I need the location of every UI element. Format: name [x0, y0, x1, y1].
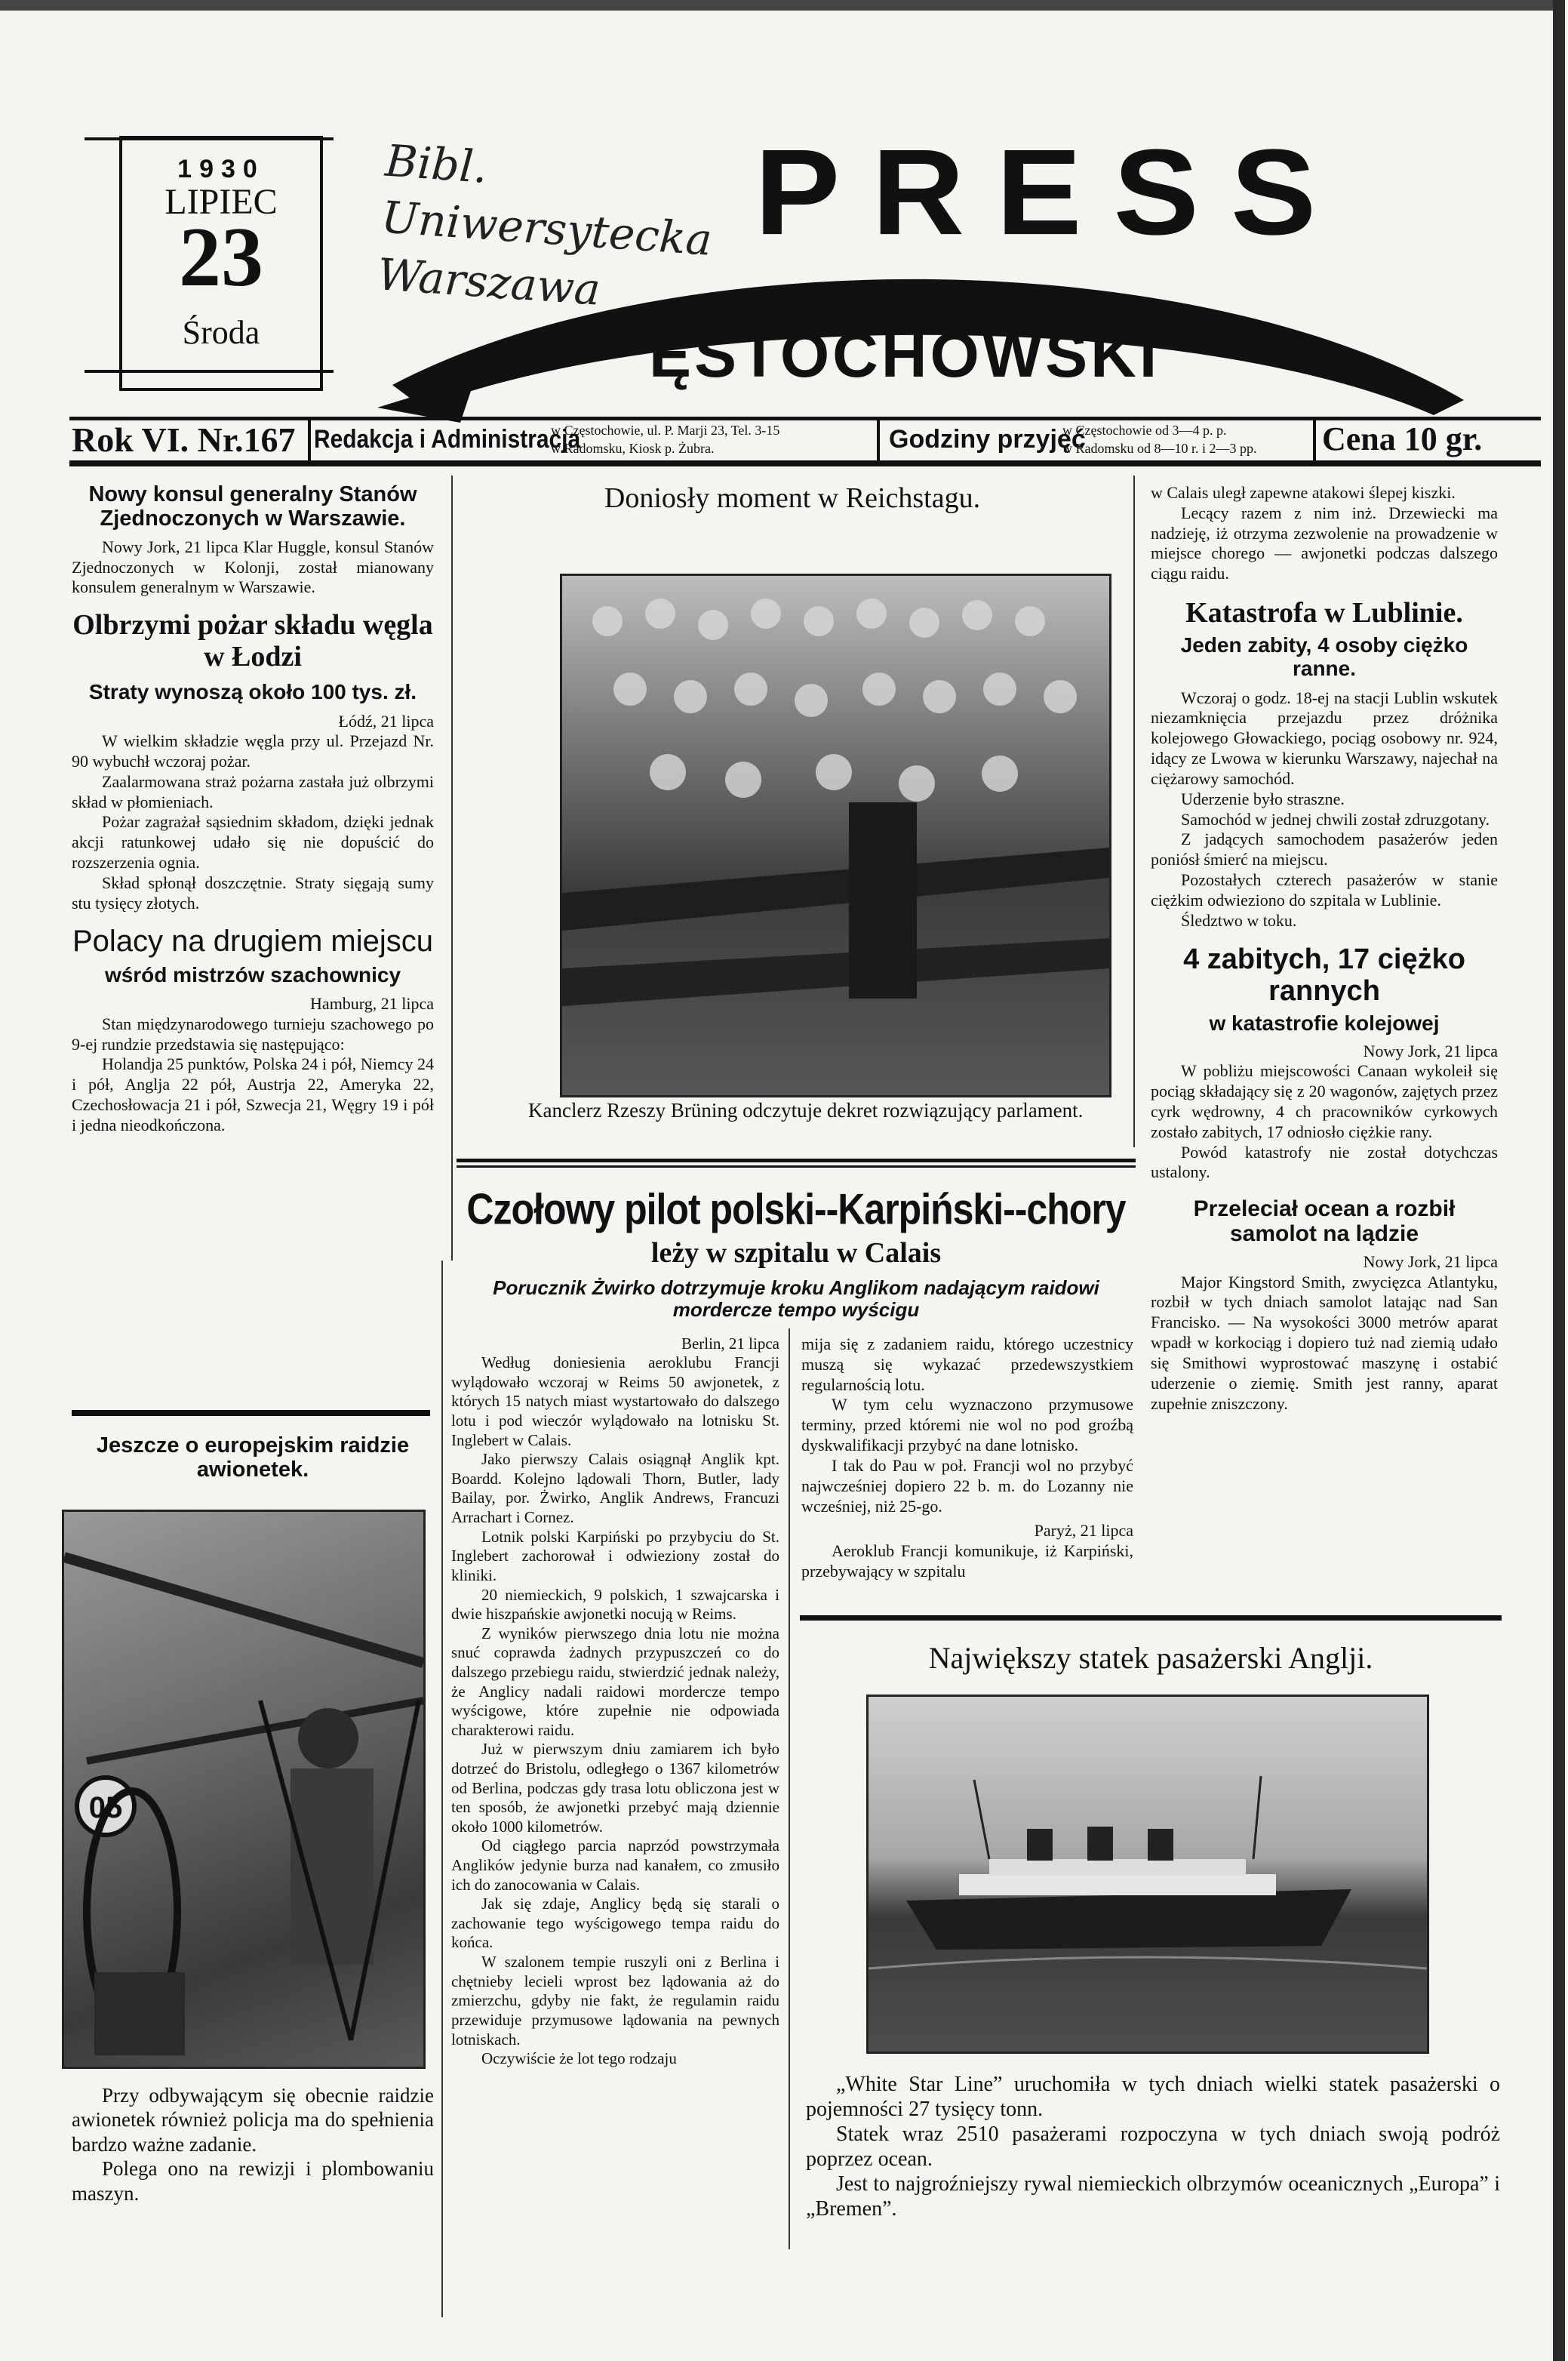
a4-title: Jeszcze o europejskim raidzie awionetek.: [96, 1433, 410, 1482]
ship-text: [806, 2072, 1500, 2221]
karp-p4: 20 niemieckich, 9 polskich, 1 szwajcarska i dwie hiszpańskie awjonetki nocują w Reims.: [451, 1585, 779, 1624]
address-2: w Radomsku, Kiosk p. Żubra.: [551, 441, 715, 456]
hours-2: w Radomsku od 8—10 r. i 2—3 pp.: [1062, 441, 1257, 456]
b3-p1: Major Kingstord Smith, zwycięzca Atlantyku, rozbił w tych dniach samolot latając nad San Francisko. — Na wysokości 3000 metrów aparat wpadł w korkociąg i dopiero tuż nad ziemią udało się Smithowi wyprostować maszynę i ostabić uderzenie o ziemię. Smith jest ranny, aparat zupełnie zniszczony.: [1151, 1272, 1498, 1413]
karp-title: Czołowy pilot polski--Karpiński--chory: [466, 1184, 1126, 1234]
karp-q-dateline: Paryż, 21 lipca: [1034, 1521, 1133, 1541]
a2-p2: Zaalarmowana straż pożarna zastała już olbrzymi skład w płomieniach.: [72, 771, 434, 811]
a2-subtitle: Straty wynoszą około 100 tys. zł.: [88, 679, 417, 703]
infobar-rule-bottom: [69, 460, 1541, 466]
b3-dateline: Nowy Jork, 21 lipca: [1363, 1252, 1498, 1272]
masthead-title: PRESS: [755, 124, 1348, 261]
svg-text:05: 05: [88, 1791, 123, 1824]
karp-p1: Według doniesienia aeroklubu Francji wylądowało wczoraj w Reims 50 awjonetek, z których 15 natych miast wystartowało do dalszego lotu i pod wieczór wylądowało na lotnisku St. Inglebert w Calais.: [451, 1353, 779, 1449]
date-month: LIPIEC: [164, 182, 278, 222]
issue-number: Rok VI. Nr.167: [72, 420, 296, 459]
karp-p8: Jak się zdaje, Anglicy będą się starali o zachowanie tego wyścigowego tempa raidu do końca.: [451, 1895, 779, 1952]
b1-p6: Śledztwo w toku.: [1181, 910, 1297, 930]
reichstag-title: Doniosły moment w Reichstagu.: [604, 482, 981, 514]
column-1-lower: [72, 1434, 434, 1482]
ship-photo: [866, 1695, 1429, 2054]
karp-p9: W szalonem tempie ruszyli oni z Berlina i chętnieby lecieli wprost bez lądowania aż do zmierzchu, gdyby nie fakt, że regulamin raidu przewiduje przymusowe lądowania na pewnych lotniskach.: [451, 1953, 779, 2049]
karp-sub2: Porucznik Żwirko dotrzymuje kroku Anglikom nadającym raidowi mordercze tempo wyścigu: [493, 1276, 1099, 1321]
a1-title: Nowy konsul generalny Stanów Zjednoczonych w Warszawie.: [88, 482, 417, 531]
right-border: [1553, 0, 1565, 2361]
a2-title: Olbrzymi pożar składu węgla w Łodzi: [72, 609, 433, 673]
karp-p5: Z wyników pierwszego dnia lotu nie można snuć coprawda żadnych przypuszczeń co do dalszego przebiegu raidu, stwierdzić jednak należy, że Anglicy nadali raidowi mordercze tempo wyścigowe, które zupełnie nie odpowiada charakterowi raidu.: [451, 1624, 779, 1739]
b1-title: Katastrofa w Lublinie.: [1185, 597, 1463, 629]
karp-p7: Od ciągłego parcia naprzód powstrzymała Anglików jedynie burza nad kanałem, co zmusiło ich do zanocowania w Calais.: [451, 1836, 779, 1894]
infobar-sep-1: [308, 420, 311, 460]
redakcja-label: Redakcja i Administracja: [314, 425, 581, 454]
date-year: 1930: [177, 155, 265, 183]
center-rule-2: [457, 1165, 1136, 1168]
col1-separator: [72, 1410, 430, 1416]
reichstag-caption: Kanclerz Rzeszy Brüning odczytuje dekret rozwiązujący parlament.: [528, 1099, 1084, 1122]
karp-p2: Jako pierwszy Calais osiągnął Anglik kpt. Boardd. Kolejno lądowali Thorn, Butler, lady Bailay, por. Żwirko, Anglik Andrews, Francuzi Arrachart i Cornez.: [451, 1450, 779, 1527]
karp-q2: W tym celu wyznaczono przymusowe terminy, przed któremi nie wol no pod groźbą dyskwalifikacji przybyć na dane lotnisko.: [801, 1395, 1133, 1455]
col-divider-left: [451, 476, 453, 1261]
karp-sub1: leży w szpitalu w Calais: [650, 1237, 942, 1269]
center-rule-1: [457, 1159, 1136, 1162]
ship-photo-sketch: [869, 1697, 1427, 2052]
column-1: [72, 483, 434, 1136]
karp-q3: I tak do Pau w poł. Francji wol no przybyć najwcześniej dopiero 22 b. m. do Lozanny nie wcześniej, niż 25-go.: [801, 1455, 1133, 1516]
ship-p1: „White Star Line” uruchomiła w tych dniach wielki statek pasażerski o pojemności 27 tysięcy tonn.: [806, 2073, 1500, 2122]
infobar-sep-3: [1313, 420, 1316, 460]
a2-dateline: Łódź, 21 lipca: [338, 711, 434, 731]
a3-p2: Holandja 25 punktów, Polska 24 i pół, Niemcy 24 i pół, Anglja 22 pół, Austrja 22, Ameryka 22, Czechosłowacja 21 i pół, Szwecja 21, Węgry 19 i pół i jedna nieodkończona.: [72, 1054, 434, 1134]
col3-separator: [800, 1615, 1502, 1621]
col-divider-bottom-left: [441, 1261, 443, 2317]
ship-p3: Jest to najgroźniejszy rywal niemieckich olbrzymów oceanicznych „Europa” i „Bremen”.: [806, 2172, 1500, 2221]
b2-subtitle: w katastrofie kolejowej: [1209, 1011, 1440, 1036]
c-p1: w Calais uległ zapewne atakowi ślepej kiszki.: [1151, 483, 1456, 502]
b1-p5: Pozostałych czterech pasażerów w stanie ciężkim odwieziono do szpitala w Lublinie.: [1151, 870, 1498, 910]
b1-p3: Samochód w jednej chwili został zdruzgotany.: [1181, 809, 1490, 829]
handwritten-note: Bibl. Uniwersytecka Warszawa: [375, 134, 714, 316]
karp-q4: Aeroklub Francji komunikuje, iż Karpiński, przebywający w szpitalu: [801, 1541, 1133, 1581]
b1-p1: Wczoraj o godz. 18-ej na stacji Lublin wskutek niezamknięcia przejazdu przez dróżnika kolejowego Głowackiego, pociąg osobowy nr. 924, idący ze Lwowa w kierunku Warszawy, najechał na ciężarowy samochód.: [1151, 688, 1498, 788]
karp-col-b: [801, 1334, 1133, 1582]
aviation-photo-sketch: [64, 1512, 423, 2067]
price: Cena 10 gr.: [1322, 420, 1483, 457]
ship-p2: Statek wraz 2510 pasażerami rozpoczyna w tych dniach swoją podróż poprzez ocean.: [806, 2122, 1500, 2172]
c-p2: Lecący razem z nim inż. Drzewiecki ma nadzieję, iż otrzyma zezwolenie na prowadzenie w miejsce chorego — awjonetki podczas dalszego ciągu raidu.: [1151, 503, 1498, 583]
b2-dateline: Nowy Jork, 21 lipca: [1363, 1041, 1498, 1060]
hours-label: Godziny przyjęć: [889, 425, 1086, 454]
date-box-rule-bottom: [85, 370, 334, 373]
col-divider-karp: [789, 1328, 790, 2249]
reichstag-photo-sketch: [562, 576, 1109, 1095]
karp-q1: mija się z zadaniem raidu, którego uczestnicy muszą się wykazać przedewszystkiem regularnością lotu.: [801, 1334, 1133, 1394]
a1-body: Nowy Jork, 21 lipca Klar Huggle, konsul Stanów Zjednoczonych w Kolonji, został mianowany konsulem generalnym w Warszawie.: [72, 537, 434, 597]
date-box-rule-top: [85, 137, 334, 140]
date-day: 23: [179, 211, 263, 304]
a2-p4: Skład spłonął doszczętnie. Straty sięgają sumy stu tysięcy złotych.: [72, 873, 434, 913]
karp-col-a: [451, 1334, 779, 2069]
karp-p10: Oczywiście że lot tego rodzaju: [481, 2049, 677, 2068]
date-weekday: Środa: [182, 314, 260, 351]
b1-p4: Z jadących samochodem pasażerów jeden poniósł śmierć na miejscu.: [1151, 830, 1498, 870]
a3-title: Polacy na drugiem miejscu: [72, 924, 433, 958]
a2-p3: Pożar zagrażał sąsiednim składom, dzięki jednak akcji ratunkowej udało się nie dopuścić do rozszerzenia ognia.: [72, 812, 434, 873]
reichstag-photo: [560, 574, 1111, 1097]
aviation-photo: [62, 1510, 426, 2069]
b2-p2: Powód katastrofy nie został dotychczas ustalony.: [1151, 1142, 1498, 1182]
b2-title: 4 zabitych, 17 ciężko rannych: [1183, 943, 1465, 1008]
a4-p2: Polega ono na rewizji i plombowaniu maszyn.: [72, 2157, 434, 2205]
hours-1: w Częstochowie od 3—4 p. p.: [1062, 423, 1227, 438]
a2-p1: W wielkim składzie węgla przy ul. Przejazd Nr. 90 wybuchł wczoraj pożar.: [72, 731, 434, 771]
ship-title: Największy statek pasażerski Anglji.: [928, 1641, 1373, 1675]
column-3: [1151, 483, 1498, 1414]
a4-p1: Przy odbywającym się obecnie raidzie awionetek również policja ma do spełnienia bardzo ważne zadanie.: [72, 2084, 434, 2156]
a3-subtitle: wśród mistrzów szachownicy: [104, 962, 401, 987]
a3-dateline: Hamburg, 21 lipca: [310, 994, 434, 1014]
infobar-sep-2: [877, 420, 880, 460]
b1-p2: Uderzenie było straszne.: [1181, 789, 1345, 808]
col-divider-right: [1133, 476, 1135, 1147]
karp-p6: Już w pierwszym dniu zamiarem ich było dotrzeć do Bristolu, odległego o 1367 kilometrów od Berlina, podczas gdy trasa lotu obliczona jest w ten sposób, że awjonetki przebyć mają dziennie około 1000 kilometrów.: [451, 1740, 779, 1836]
address-1: w Częstochowie, ul. P. Marji 23, Tel. 3-15: [551, 423, 780, 438]
b3-title: Przeleciał ocean a rozbił samolot na lądzie: [1193, 1196, 1456, 1247]
karp-dateline: Berlin, 21 lipca: [681, 1334, 779, 1353]
top-border: [0, 0, 1554, 11]
column-1-lower-text: [72, 2083, 434, 2206]
karp-p3: Lotnik polski Karpiński po przybyciu do St. Inglebert zachorował i odwieziony został do kliniki.: [451, 1527, 779, 1584]
a3-p1: Stan międzynarodowego turnieju szachowego po 9-ej rundzie przedstawia się następująco:: [72, 1014, 434, 1054]
masthead-subtitle: ĘSTOCHOWSKI: [649, 319, 1161, 390]
b2-p1: W pobliżu miejscowości Canaan wykoleił się pociąg składający się z 20 wagonów, zajętych przez cyrk wędrowny, 4 ch pracowników cyrkowych zostało zabitych, 17 odniosło ciężkie rany.: [1151, 1061, 1498, 1141]
b1-subtitle: Jeden zabity, 4 osoby ciężko ranne.: [1180, 633, 1468, 680]
